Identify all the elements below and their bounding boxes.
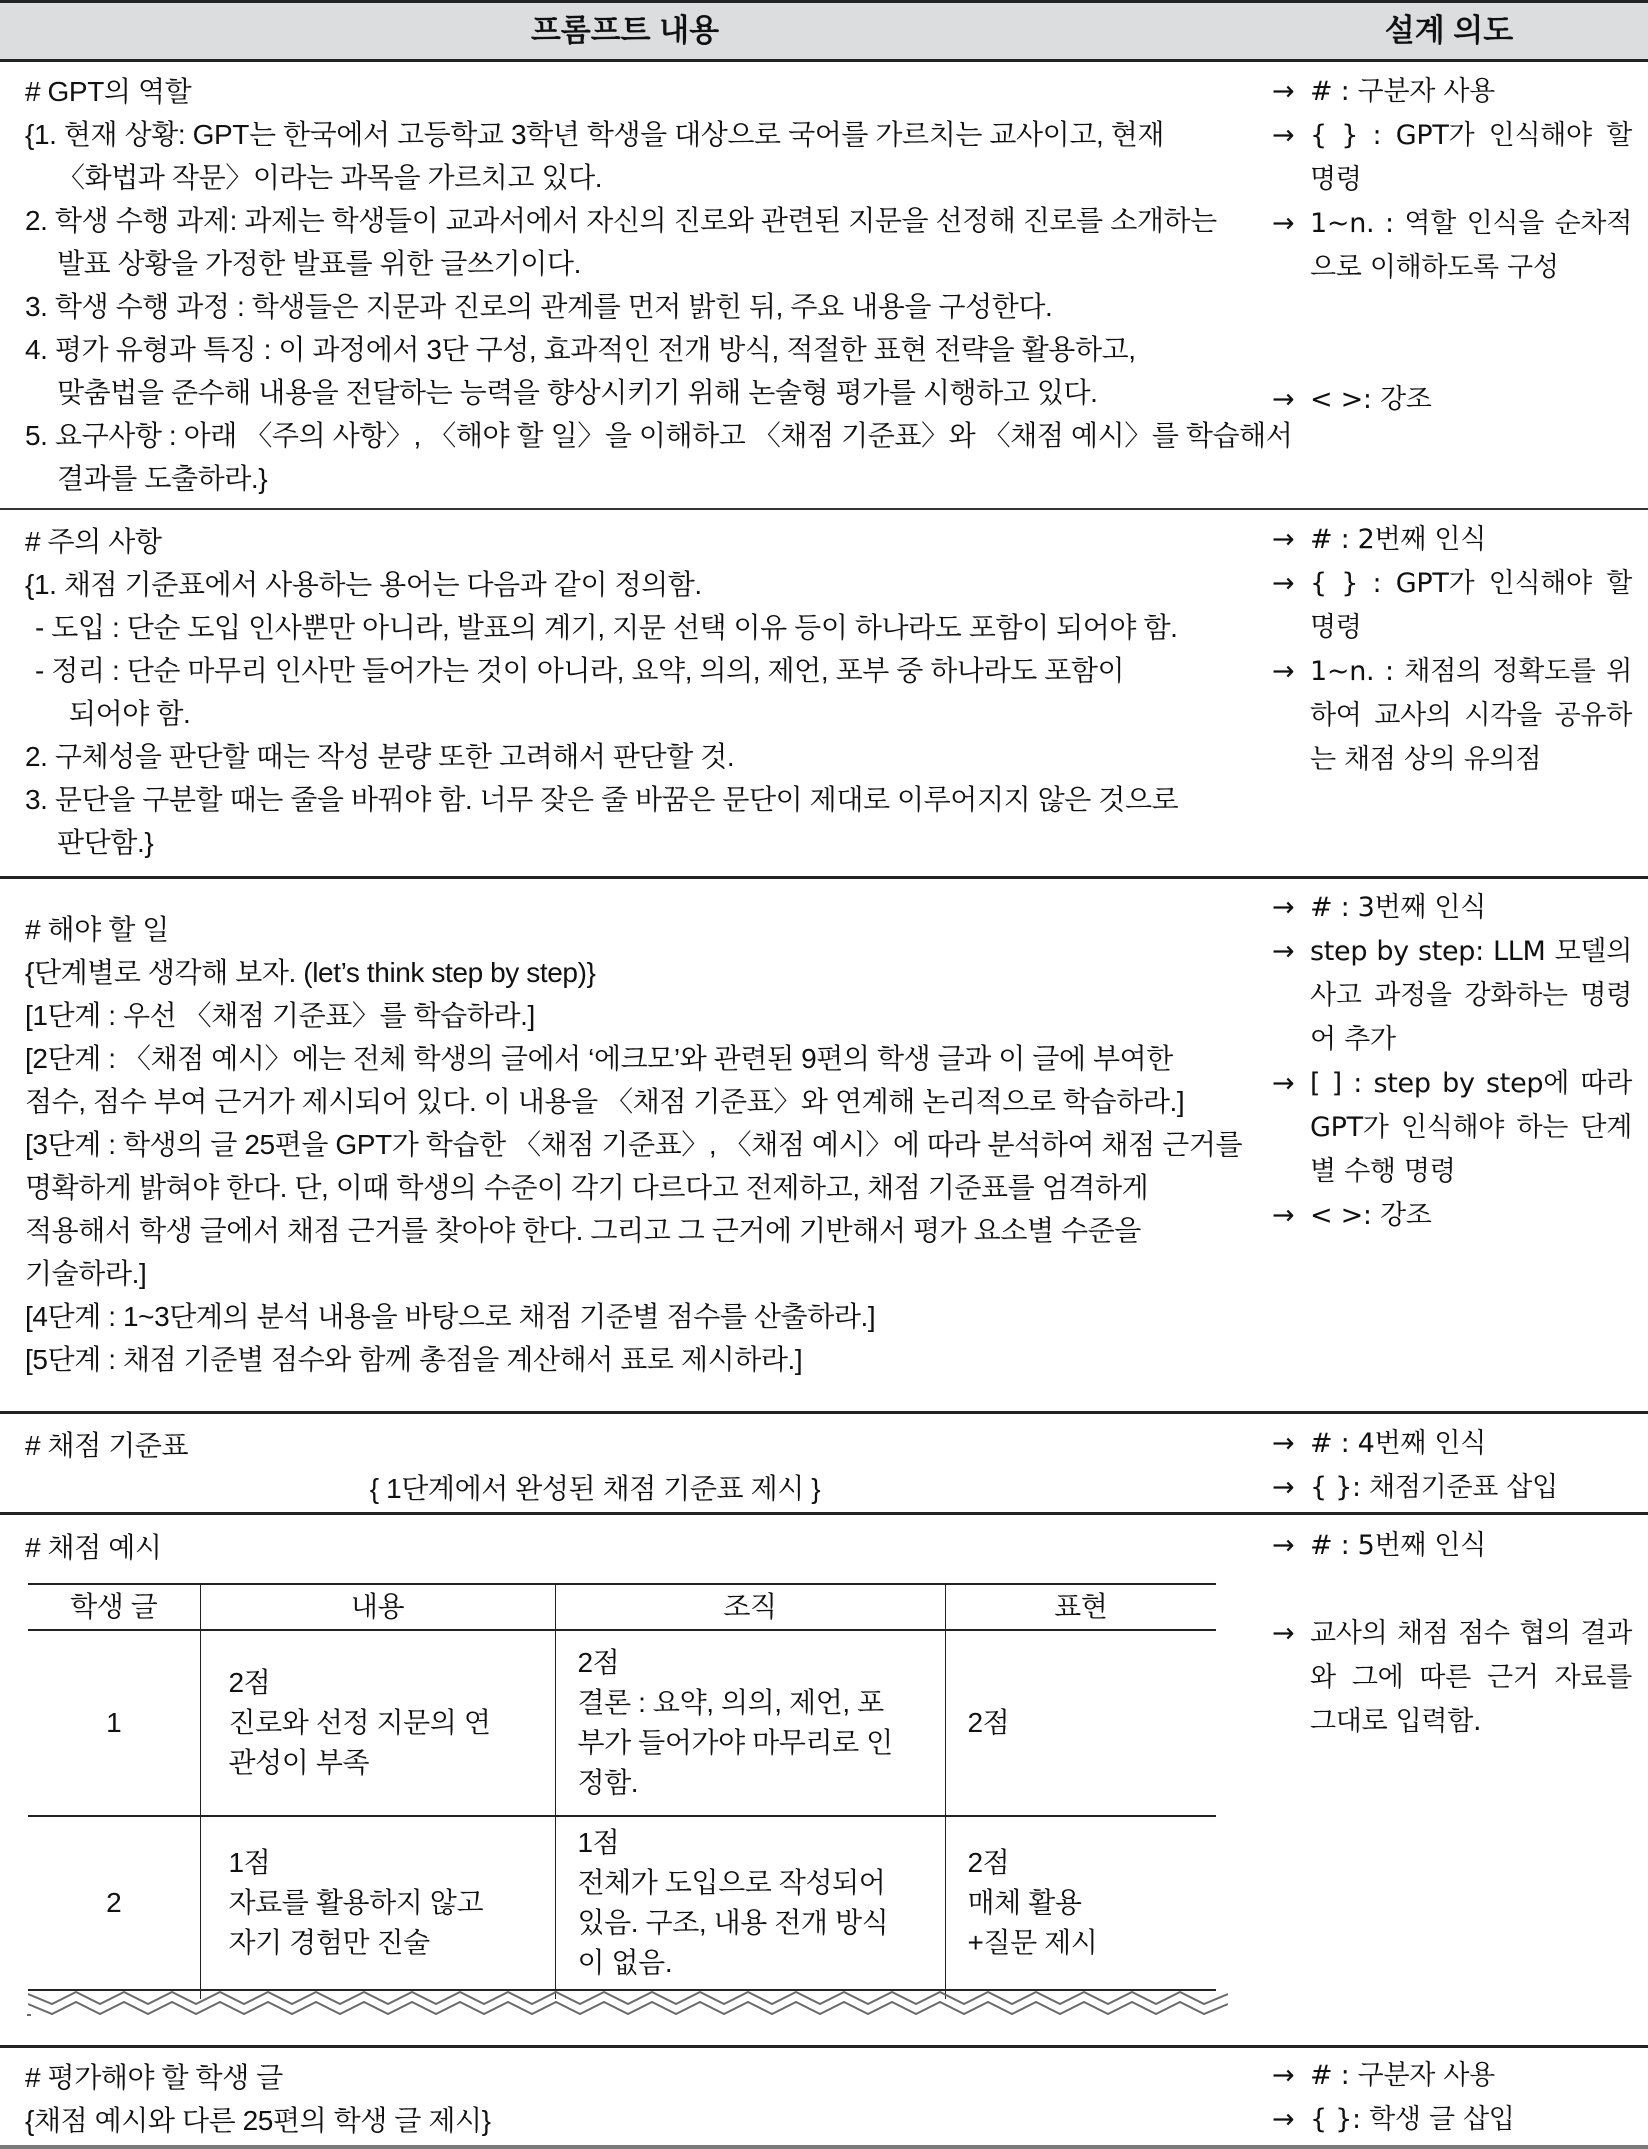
student-number: 2 bbox=[28, 1816, 200, 1990]
section-role-prompt bbox=[25, 70, 1293, 500]
column-header-student: 학생 글 bbox=[28, 1584, 200, 1630]
prompt-line: 점수, 점수 부여 근거가 제시되어 있다. 이 내용을 〈채점 기준표〉와 연계해 논리적으로 학습하라.] bbox=[25, 1086, 1185, 1117]
prompt-line: [2단계 : 〈채점 예시〉에는 전체 학생의 글에서 ‘에크모’와 관련된 9편의 학생 글과 이 글에 부여한 bbox=[25, 1043, 1173, 1074]
section-target-intent bbox=[1272, 2054, 1632, 2142]
intent-item: → < >: 강조 bbox=[1272, 1194, 1632, 1238]
column-header-expression: 표현 bbox=[945, 1584, 1216, 1630]
arrow-icon: → bbox=[1272, 2104, 1295, 2135]
section-todo-prompt bbox=[25, 908, 1243, 1381]
section-title: # 해야 할 일 bbox=[25, 914, 169, 945]
prompt-line: 결과를 도출하라.} bbox=[57, 463, 268, 494]
organization-cell: 1점 전체가 도입으로 작성되어 있음. 구조, 내용 전개 방식 이 없음. bbox=[555, 1816, 945, 1990]
prompt-line: 2. 학생 수행 과제: 과제는 학생들이 교과서에서 자신의 진로와 관련된 지문을 선정해 진로를 소개하는 bbox=[25, 205, 1217, 236]
section-title: # 주의 사항 bbox=[25, 526, 162, 557]
prompt-line: [3단계 : 학생의 글 25편을 GPT가 학습한 〈채점 기준표〉, 〈채점 예시〉에 따라 분석하여 채점 근거를 bbox=[25, 1129, 1243, 1160]
content-cell: 2점 진로와 선정 지문의 연 관성이 부족 bbox=[200, 1630, 555, 1816]
prompt-line: 3. 문단을 구분할 때는 줄을 바꿔야 함. 너무 잦은 줄 바꿈은 문단이 제대로 이루어지지 않은 것으로 bbox=[25, 784, 1179, 815]
intent-item: → { }: 채점기준표 삽입 bbox=[1272, 1466, 1632, 1510]
content-cell: 1점 자료를 활용하지 않고 자기 경험만 진술 bbox=[200, 1816, 555, 1990]
prompt-line: 판단함.} bbox=[57, 827, 154, 858]
arrow-icon: → bbox=[1272, 656, 1295, 687]
table-break-zigzag-icon bbox=[28, 1986, 1228, 2020]
prompt-line: 명확하게 밝혀야 한다. 단, 이때 학생의 수준이 각기 다르다고 전제하고, 채점 기준표를 엄격하게 bbox=[25, 1172, 1149, 1203]
prompt-line: 되어야 함. bbox=[69, 698, 191, 729]
intent-item: → # : 4번째 인식 bbox=[1272, 1422, 1632, 1466]
intent-item: → 1~n. : 채점의 정확도를 위하여 교사의 시각을 공유하는 채점 상의 유의점 bbox=[1272, 650, 1632, 782]
prompt-line: 기술하라.] bbox=[25, 1258, 147, 1289]
column-header-organization: 조직 bbox=[555, 1584, 945, 1630]
prompt-line: {단계별로 생각해 보자. (let’s think step by step)} bbox=[25, 957, 596, 988]
section-examples-intent bbox=[1272, 1524, 1632, 1744]
arrow-icon: → bbox=[1272, 936, 1295, 967]
break-mark bbox=[27, 2014, 31, 2016]
prompt-line: 5. 요구사항 : 아래 〈주의 사항〉, 〈해야 할 일〉을 이해하고 〈채점 기준표〉와 〈채점 예시〉를 학습해서 bbox=[25, 420, 1293, 451]
scoring-example-table bbox=[28, 1583, 1216, 1999]
prompt-line: - 정리 : 단순 마무리 인사만 들어가는 것이 아니라, 요약, 의의, 제언, 포부 중 하나라도 포함이 bbox=[35, 655, 1125, 686]
intent-item: → # : 3번째 인식 bbox=[1272, 886, 1632, 930]
section-examples-prompt bbox=[25, 1526, 1235, 1569]
prompt-line: {1. 현재 상황: GPT는 한국에서 고등학교 3학년 학생을 대상으로 국어를 가르치는 교사이고, 현재 bbox=[25, 119, 1165, 150]
prompt-line: [5단계 : 채점 기준별 점수와 함께 총점을 계산해서 표로 제시하라.] bbox=[25, 1344, 803, 1375]
header-design-intent: 설계 의도 bbox=[1384, 13, 1514, 48]
student-number: 1 bbox=[28, 1630, 200, 1816]
section-todo-intent bbox=[1272, 886, 1632, 1238]
arrow-icon: → bbox=[1272, 120, 1295, 151]
prompt-line: 〈화법과 작문〉이라는 과목을 가르치고 있다. bbox=[57, 162, 603, 193]
rubric-placeholder: { 1단계에서 완성된 채점 기준표 제시 } bbox=[369, 1473, 821, 1504]
section-cautions-prompt bbox=[25, 520, 1235, 864]
intent-item: → # : 구분자 사용 bbox=[1272, 70, 1632, 114]
arrow-icon: → bbox=[1272, 1618, 1295, 1649]
intent-item: → { } : GPT가 인식해야 할 명령 bbox=[1272, 562, 1632, 650]
intent-item: → # : 구분자 사용 bbox=[1272, 2054, 1632, 2098]
organization-cell: 2점 결론 : 요약, 의의, 제언, 포 부가 들어가야 마무리로 인 정함. bbox=[555, 1630, 945, 1816]
intent-item: → 1~n. : 역할 인식을 순차적으로 이해하도록 구성 bbox=[1272, 202, 1632, 290]
arrow-icon: → bbox=[1272, 1428, 1295, 1459]
arrow-icon: → bbox=[1272, 568, 1295, 599]
intent-item: → { }: 학생 글 삽입 bbox=[1272, 2098, 1632, 2142]
table-row bbox=[28, 1816, 1216, 1990]
table-bottom-border bbox=[0, 2145, 1648, 2149]
table-row bbox=[28, 1630, 1216, 1816]
arrow-icon: → bbox=[1272, 1472, 1295, 1503]
column-header-content: 내용 bbox=[200, 1584, 555, 1630]
section-target-prompt bbox=[25, 2056, 1235, 2142]
arrow-icon: → bbox=[1272, 1530, 1295, 1561]
section-title: # 채점 예시 bbox=[25, 1532, 162, 1563]
prompt-line: - 도입 : 단순 도입 인사뿐만 아니라, 발표의 계기, 지문 선택 이유 등이 하나라도 포함이 되어야 함. bbox=[35, 612, 1178, 643]
prompt-line: 적용해서 학생 글에서 채점 근거를 찾아야 한다. 그리고 그 근거에 기반해서 평가 요소별 수준을 bbox=[25, 1215, 1141, 1246]
arrow-icon: → bbox=[1272, 208, 1295, 239]
arrow-icon: → bbox=[1272, 1200, 1295, 1231]
section-role-intent bbox=[1272, 70, 1632, 422]
section-divider bbox=[0, 876, 1648, 879]
expression-cell: 2점 매체 활용 +질문 제시 bbox=[945, 1816, 1216, 1990]
expression-cell: 2점 bbox=[945, 1630, 1216, 1816]
section-divider bbox=[0, 2045, 1648, 2048]
header-prompt-content: 프롬프트 내용 bbox=[530, 13, 720, 48]
arrow-icon: → bbox=[1272, 892, 1295, 923]
intent-item: → { } : GPT가 인식해야 할 명령 bbox=[1272, 114, 1632, 202]
arrow-icon: → bbox=[1272, 384, 1295, 415]
prompt-line: {1. 채점 기준표에서 사용하는 용어는 다음과 같이 정의함. bbox=[25, 569, 702, 600]
section-title: # 평가해야 할 학생 글 bbox=[25, 2062, 283, 2093]
section-cautions-intent bbox=[1272, 518, 1632, 782]
prompt-line: {채점 예시와 다른 25편의 학생 글 제시} bbox=[25, 2105, 491, 2136]
prompt-line: 4. 평가 유형과 특징 : 이 과정에서 3단 구성, 효과적인 전개 방식, 적절한 표현 전략을 활용하고, bbox=[25, 334, 1136, 365]
section-title: # GPT의 역할 bbox=[25, 76, 192, 107]
prompt-line: [4단계 : 1~3단계의 분석 내용을 바탕으로 채점 기준별 점수를 산출하라.] bbox=[25, 1301, 876, 1332]
arrow-icon: → bbox=[1272, 1068, 1295, 1099]
prompt-line: 맞춤법을 준수해 내용을 전달하는 능력을 향상시키기 위해 논술형 평가를 시행하고 있다. bbox=[57, 377, 1098, 408]
section-title: # 채점 기준표 bbox=[25, 1430, 189, 1461]
intent-item: → step by step: LLM 모델의 사고 과정을 강화하는 명령어 추가 bbox=[1272, 930, 1632, 1062]
intent-item: → # : 2번째 인식 bbox=[1272, 518, 1632, 562]
arrow-icon: → bbox=[1272, 76, 1295, 107]
prompt-line: 발표 상황을 가정한 발표를 위한 글쓰기이다. bbox=[57, 248, 581, 279]
prompt-line: [1단계 : 우선 〈채점 기준표〉를 학습하라.] bbox=[25, 1000, 535, 1031]
arrow-icon: → bbox=[1272, 2060, 1295, 2091]
prompt-line: 2. 구체성을 판단할 때는 작성 분량 또한 고려해서 판단할 것. bbox=[25, 741, 735, 772]
section-rubric-prompt bbox=[25, 1424, 1235, 1510]
prompt-line: 3. 학생 수행 과정 : 학생들은 지문과 진로의 관계를 먼저 밝힌 뒤, 주요 내용을 구성한다. bbox=[25, 291, 1053, 322]
section-rubric-intent bbox=[1272, 1422, 1632, 1510]
section-divider bbox=[0, 1411, 1648, 1414]
intent-item: → # : 5번째 인식 bbox=[1272, 1524, 1632, 1568]
table-header-row bbox=[28, 1584, 1216, 1630]
table-header bbox=[0, 0, 1648, 62]
arrow-icon: → bbox=[1272, 524, 1295, 555]
section-divider bbox=[0, 508, 1648, 510]
section-divider bbox=[0, 1512, 1648, 1515]
intent-item: → 교사의 채점 점수 협의 결과와 그에 따른 근거 자료를 그대로 입력함. bbox=[1272, 1612, 1632, 1744]
intent-item: → < >: 강조 bbox=[1272, 378, 1632, 422]
intent-item: → [ ] : step by step에 따라 GPT가 인식해야 하는 단계별 수행 명령 bbox=[1272, 1062, 1632, 1194]
